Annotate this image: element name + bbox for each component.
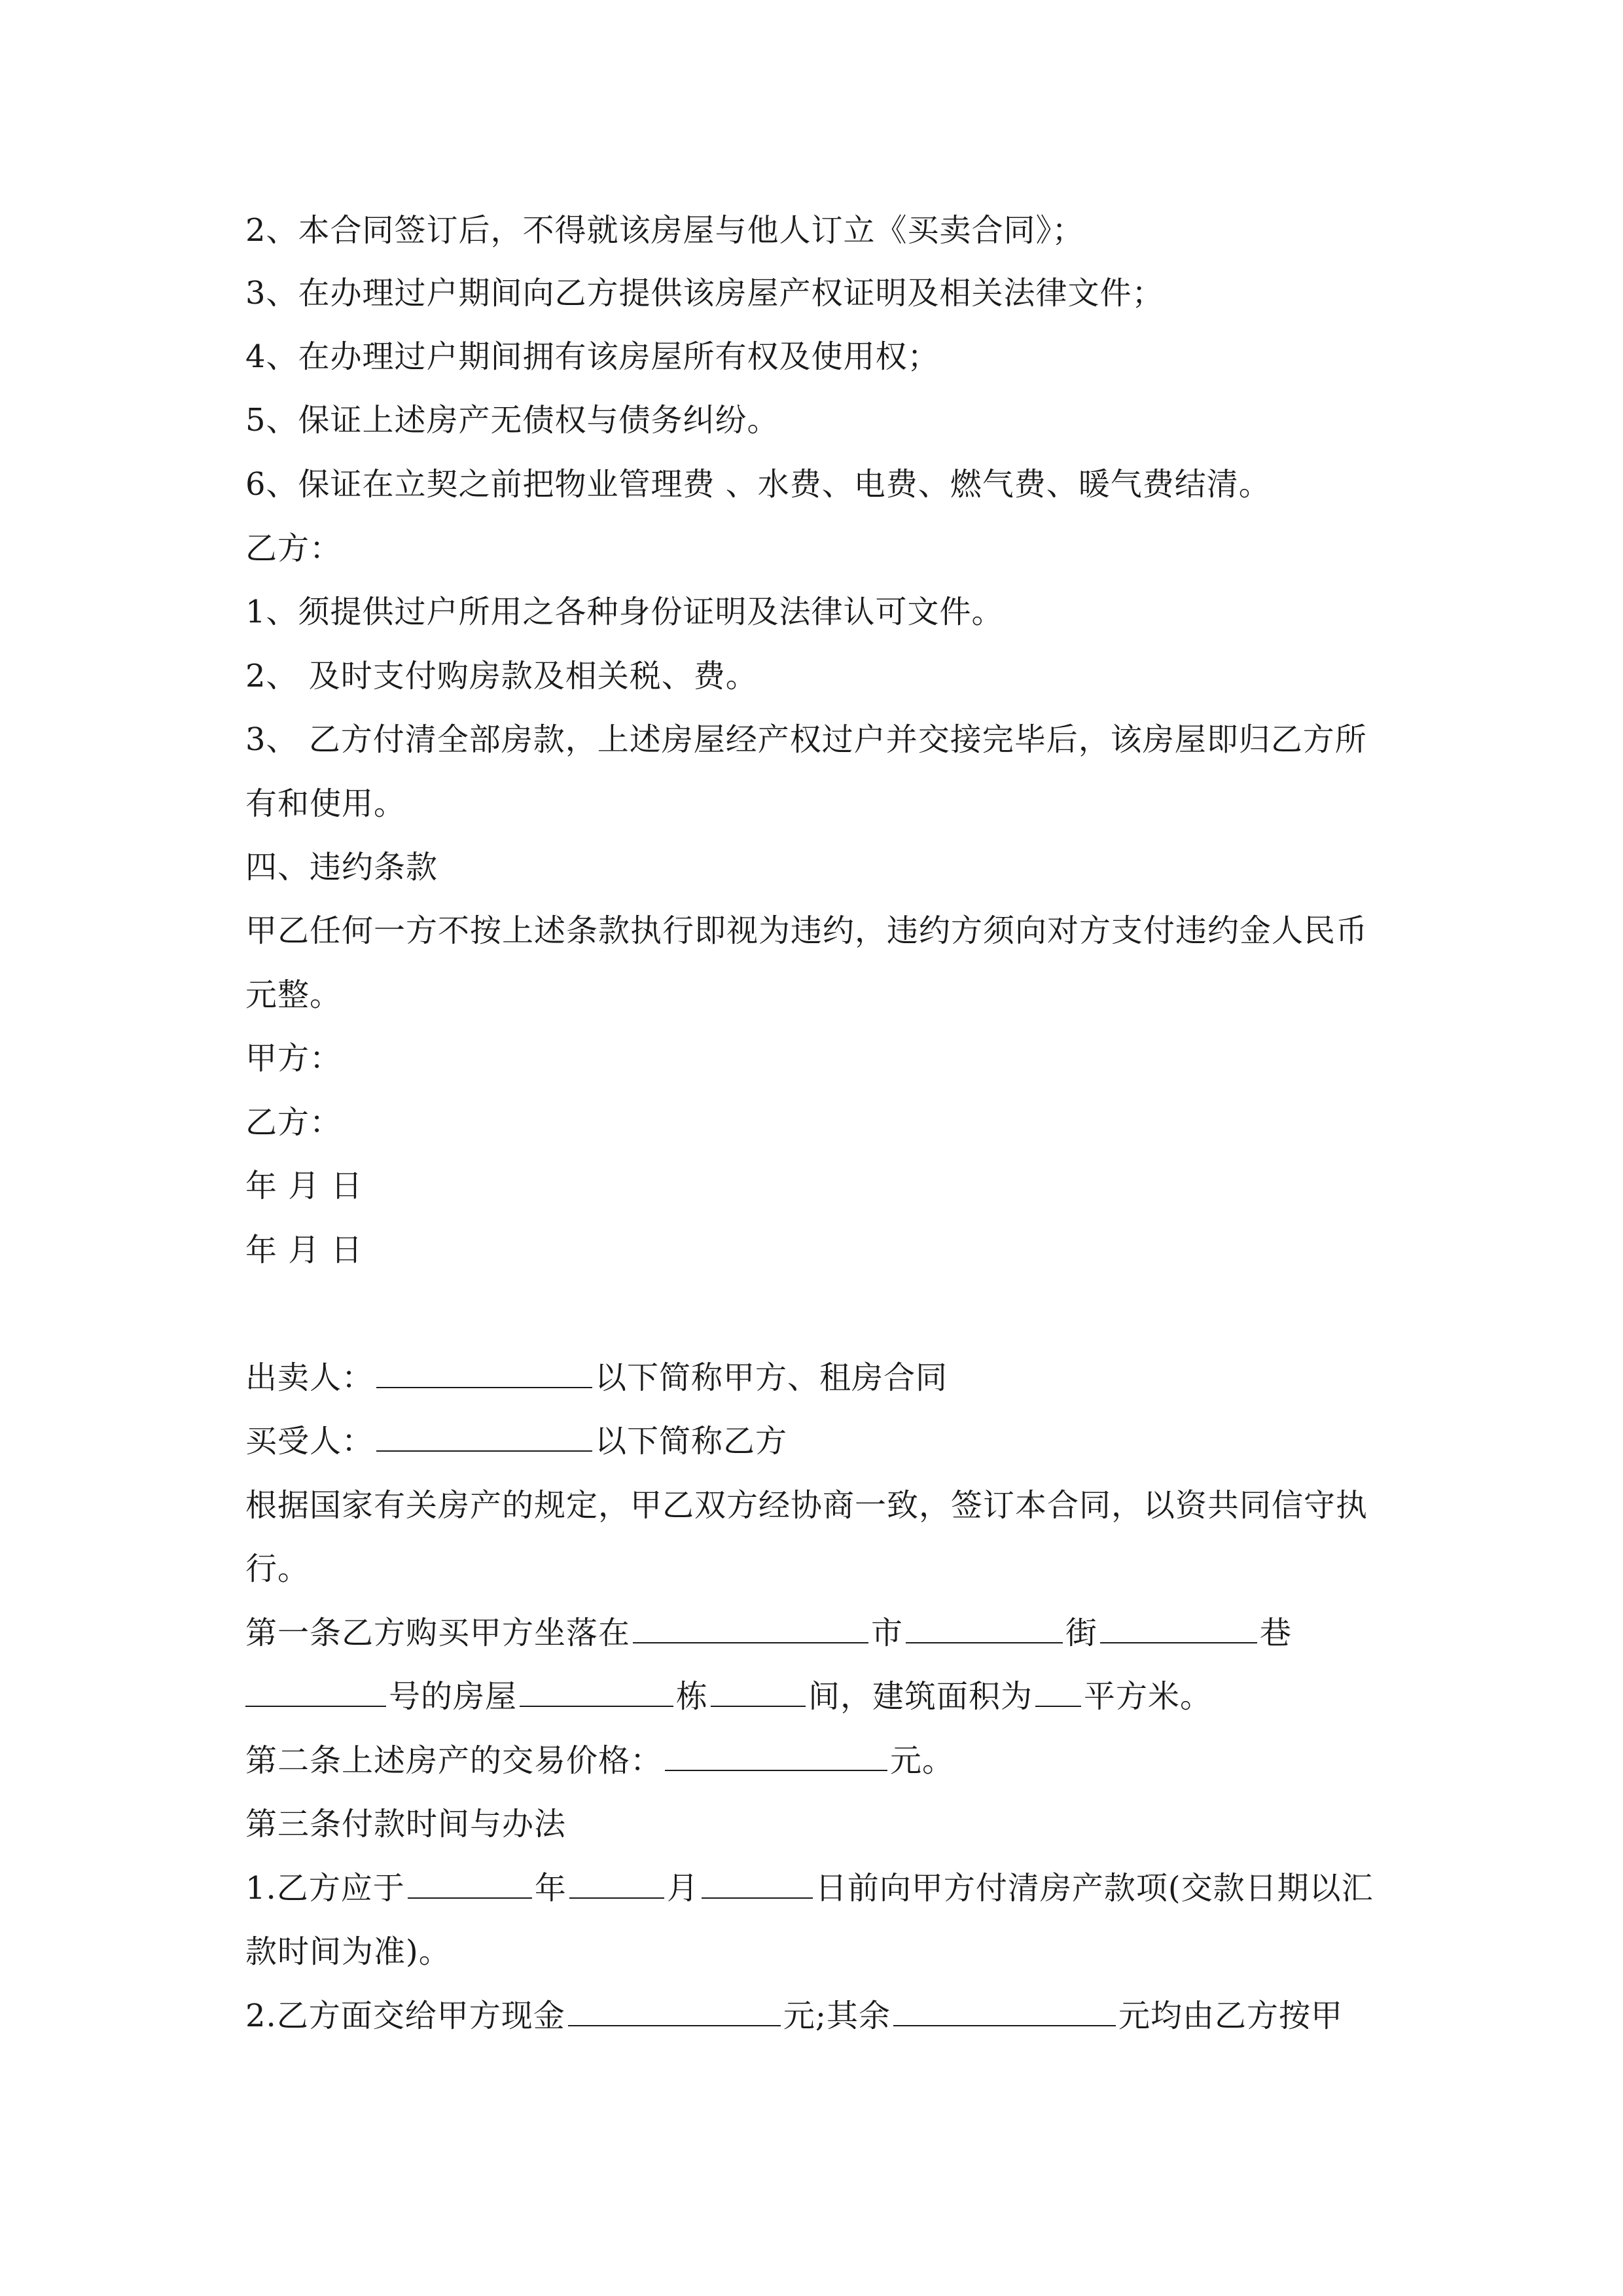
article-1-line1 <box>245 1613 1381 1653</box>
buyer-obligation-3-line2: 有和使用。 <box>245 785 406 822</box>
buyer-line <box>245 1422 1381 1461</box>
pay-year-blank[interactable] <box>408 1869 532 1899</box>
signature-date-1: 年 月 日 <box>245 1168 363 1204</box>
remainder-blank[interactable] <box>893 1996 1116 2026</box>
location-blank[interactable] <box>633 1613 868 1643</box>
article-1-street: 街 <box>1065 1615 1098 1651</box>
payment-2-suffix: 元均由乙方按甲 <box>1118 1998 1344 2034</box>
street-blank[interactable] <box>1100 1613 1257 1643</box>
house-blank[interactable] <box>520 1677 673 1707</box>
article-2-suffix: 元。 <box>890 1742 955 1779</box>
payment-2-line <box>245 1996 1381 2036</box>
breach-text-line1: 甲乙任何一方不按上述条款执行即视为违约，违约方须向对方支付违约金人民币 <box>245 912 1368 949</box>
pay-day-blank[interactable] <box>702 1869 813 1899</box>
article-2-prefix: 第二条上述房产的交易价格： <box>245 1742 663 1779</box>
payment-1-prefix: 1.乙方应于 <box>245 1870 405 1907</box>
seller-line <box>245 1358 1381 1397</box>
article-3-heading: 第三条付款时间与办法 <box>245 1806 567 1842</box>
signature-date-2: 年 月 日 <box>245 1232 363 1268</box>
seller-suffix: 以下简称甲方、租房合同 <box>595 1359 948 1396</box>
article-1-no: 号的房屋 <box>389 1678 518 1715</box>
buyer-label: 买受人： <box>245 1423 374 1460</box>
buyer-name-blank[interactable] <box>376 1422 592 1452</box>
breach-heading: 四、违约条款 <box>245 849 438 886</box>
party-b-heading: 乙方： <box>245 530 342 567</box>
buyer-suffix: 以下简称乙方 <box>595 1423 788 1460</box>
payment-1-line2: 款时间为准)。 <box>245 1933 451 1970</box>
payment-2-mid: 元;其余 <box>783 1998 891 2034</box>
preamble-line2: 行。 <box>245 1551 310 1587</box>
article-1-lane: 巷 <box>1260 1615 1293 1651</box>
article-1-line2 <box>245 1677 1381 1716</box>
city-blank[interactable] <box>906 1613 1063 1643</box>
buyer-obligation-3-line1: 3、 乙方付清全部房款，上述房屋经产权过户并交接完毕后，该房屋即归乙方所 <box>245 721 1367 758</box>
seller-obligation-2: 2、本合同签订后，不得就该房屋与他人订立《买卖合同》； <box>245 212 1084 249</box>
signature-party-a: 甲方： <box>245 1040 342 1077</box>
article-2-line <box>245 1741 1381 1780</box>
area-blank[interactable] <box>1035 1677 1081 1707</box>
cash-blank[interactable] <box>568 1996 781 2026</box>
article-1-city: 市 <box>871 1615 904 1651</box>
buyer-obligation-1: 1、须提供过户所用之各种身份证明及法律认可文件。 <box>245 594 1004 630</box>
payment-1-year: 年 <box>534 1870 567 1907</box>
seller-label: 出卖人： <box>245 1359 374 1396</box>
breach-text-line2: 元整。 <box>245 977 342 1013</box>
article-1-room: 间，建筑面积为 <box>808 1678 1033 1715</box>
article-1-unit: 平方米。 <box>1084 1678 1213 1715</box>
seller-obligation-4: 4、在办理过户期间拥有该房屋所有权及使用权； <box>245 338 940 375</box>
buyer-obligation-2: 2、 及时支付购房款及相关税、费。 <box>245 658 758 694</box>
payment-1-line1 <box>245 1869 1381 1908</box>
payment-1-suffix: 日前向甲方付清房产款项(交款日期以汇 <box>815 1870 1374 1907</box>
seller-obligation-6: 6、保证在立契之前把物业管理费 、水费、电费、燃气费、暖气费结清。 <box>245 466 1271 503</box>
article-1-prefix: 第一条乙方购买甲方坐落在 <box>245 1615 631 1651</box>
payment-1-month: 月 <box>666 1870 699 1907</box>
price-blank[interactable] <box>665 1741 887 1771</box>
payment-2-prefix: 2.乙方面交给甲方现金 <box>245 1998 565 2034</box>
signature-party-b: 乙方： <box>245 1104 342 1141</box>
number-blank[interactable] <box>245 1677 386 1707</box>
seller-obligation-3: 3、在办理过户期间向乙方提供该房屋产权证明及相关法律文件； <box>245 275 1164 312</box>
preamble-line1: 根据国家有关房产的规定，甲乙双方经协商一致，签订本合同，以资共同信守执 <box>245 1487 1368 1524</box>
pay-month-blank[interactable] <box>569 1869 664 1899</box>
article-1-building: 栋 <box>676 1678 709 1715</box>
building-blank[interactable] <box>711 1677 806 1707</box>
seller-obligation-5: 5、保证上述房产无债权与债务纠纷。 <box>245 402 779 439</box>
seller-name-blank[interactable] <box>376 1358 592 1388</box>
